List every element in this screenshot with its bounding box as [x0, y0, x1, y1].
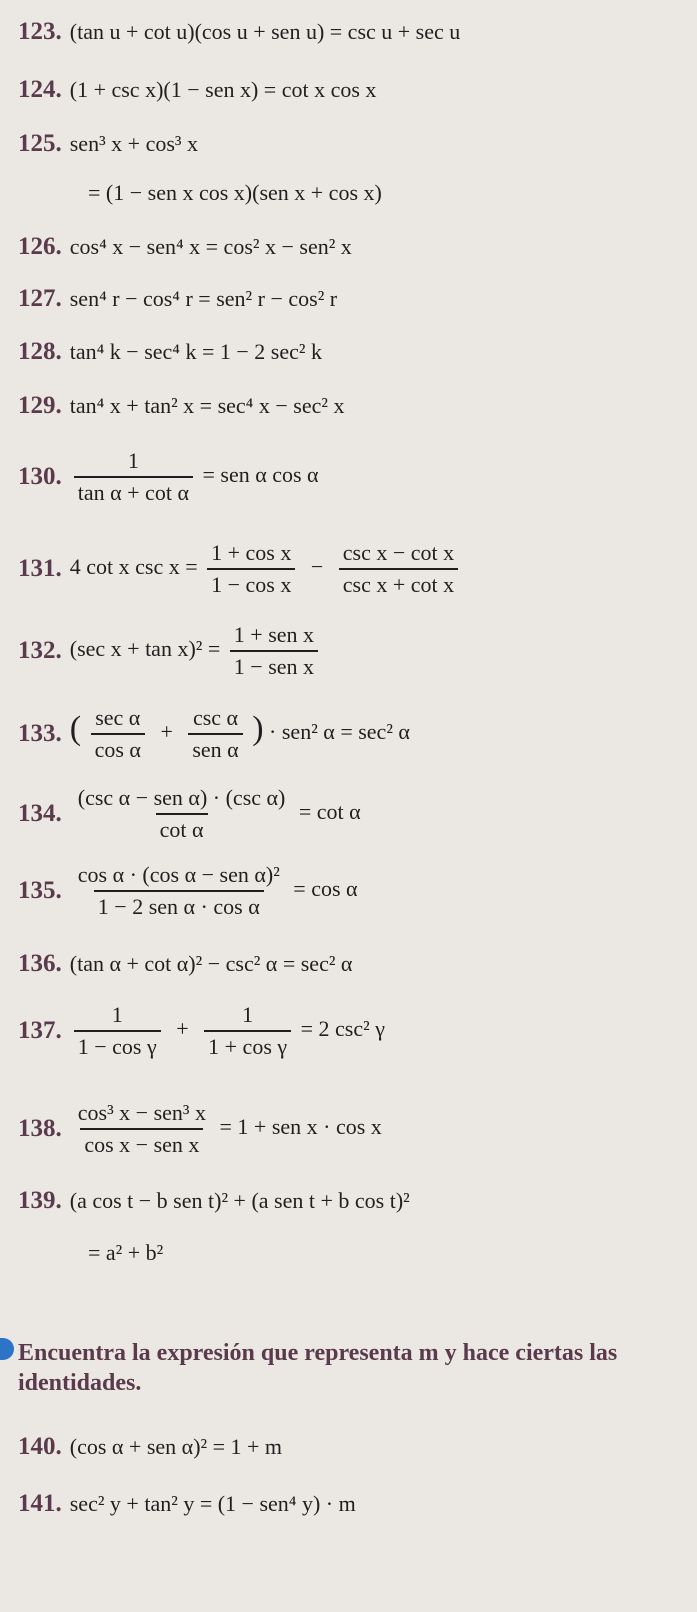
- identity-continuation: = (1 − sen x cos x)(sen x + cos x): [88, 180, 382, 205]
- identity-expression: (a cos t − b sen t)² + (a sen t + b cos t)²: [69, 1188, 410, 1213]
- identity-rhs: = cos α: [293, 876, 358, 902]
- fraction-numerator: 1: [242, 1002, 254, 1027]
- identity-expression: (cos α + sen α)² = 1 + m: [69, 1434, 283, 1459]
- exercise-number: 135.: [18, 877, 62, 904]
- fraction-numerator: 1: [111, 1002, 123, 1027]
- fraction-denominator: 1 − cos γ: [74, 1030, 161, 1060]
- fraction: [74, 1002, 161, 1060]
- identity-lhs: (sec x + tan x)² =: [69, 636, 221, 662]
- operator: +: [160, 719, 173, 745]
- identity-expression: cos⁴ x − sen⁴ x = cos² x − sen² x: [69, 234, 352, 259]
- fraction-denominator: 1 − cos x: [207, 568, 295, 598]
- exercise-127: [18, 285, 337, 313]
- exercise-number: 130.: [18, 463, 62, 490]
- identity-expression: [70, 1002, 385, 1060]
- exercise-137: [18, 1002, 385, 1060]
- identity-expression: [70, 1100, 382, 1158]
- fraction: [339, 540, 458, 598]
- exercise-number: 139.: [18, 1187, 62, 1214]
- fraction-denominator: cos α: [91, 733, 145, 763]
- fraction-numerator: cos α · (cos α − sen α)²: [77, 862, 280, 887]
- fraction-denominator: sen α: [188, 733, 242, 763]
- section-instruction: Encuentra la expresión que representa m y hace ciertas las identidades.: [18, 1340, 618, 1396]
- exercise-number: 141.: [18, 1490, 62, 1517]
- fraction: [74, 1100, 210, 1158]
- exercise-number: 131.: [18, 555, 62, 582]
- identity-expression: [70, 862, 358, 920]
- identity-expression: tan⁴ x + tan² x = sec⁴ x − sec² x: [69, 393, 345, 418]
- close-parenthesis: ): [252, 710, 264, 748]
- identity-rhs: = cot α: [298, 799, 361, 825]
- exercise-number: 129.: [18, 392, 62, 419]
- exercise-129: [18, 392, 344, 420]
- exercise-138: [18, 1100, 382, 1158]
- identity-expression: (1 + csc x)(1 − sen x) = cot x cos x: [69, 77, 377, 102]
- exercise-128: [18, 338, 322, 366]
- exercise-number: 138.: [18, 1115, 62, 1142]
- fraction-numerator: sec α: [95, 705, 141, 730]
- operator: +: [176, 1016, 189, 1042]
- fraction-denominator: csc x + cot x: [339, 568, 458, 598]
- fraction-denominator: cos x − sen x: [80, 1128, 203, 1158]
- exercise-number: 123.: [18, 18, 62, 45]
- fraction-denominator: 1 − sen x: [230, 650, 318, 680]
- exercise-number: 126.: [18, 233, 62, 260]
- exercise-number: 134.: [18, 800, 62, 827]
- fraction-numerator: cos³ x − sen³ x: [77, 1100, 207, 1125]
- exercise-125: [18, 130, 198, 158]
- exercise-134: [18, 785, 361, 843]
- fraction-numerator: csc α: [192, 705, 239, 730]
- identity-expression: [70, 785, 361, 843]
- fraction-denominator: tan α + cot α: [74, 476, 193, 506]
- fraction: [74, 785, 290, 843]
- operator: −: [310, 554, 324, 580]
- identity-lhs: 4 cot x csc x =: [69, 554, 198, 580]
- fraction: [207, 540, 295, 598]
- exercise-126: [18, 233, 352, 261]
- identity-rhs: = sen α cos α: [202, 462, 319, 488]
- identity-expression: sen³ x + cos³ x: [69, 131, 199, 156]
- identity-rhs: · sen² α = sec² α: [269, 719, 410, 745]
- exercise-139: [18, 1187, 410, 1215]
- exercise-number: 124.: [18, 76, 62, 103]
- identity-expression: [70, 448, 319, 506]
- exercise-140: [18, 1433, 282, 1461]
- fraction-numerator: csc x − cot x: [342, 540, 455, 565]
- fraction: [74, 862, 284, 920]
- exercise-number: 133.: [18, 720, 62, 747]
- exercise-number: 128.: [18, 338, 62, 365]
- fraction: [230, 622, 318, 680]
- identity-expression: [70, 540, 462, 598]
- exercise-number: 132.: [18, 637, 62, 664]
- identity-expression: (tan u + cot u)(cos u + sen u) = csc u + sec u: [69, 19, 461, 44]
- exercise-number: 140.: [18, 1433, 62, 1460]
- identity-rhs: = 1 + sen x · cos x: [219, 1114, 382, 1140]
- fraction: [204, 1002, 291, 1060]
- exercise-136: [18, 950, 352, 978]
- exercise-131: [18, 540, 462, 598]
- identity-expression: [70, 705, 410, 763]
- exercise-number: 136.: [18, 950, 62, 977]
- section-bullet-icon: [0, 1338, 14, 1360]
- exercise-132: [18, 622, 322, 680]
- exercise-number: 127.: [18, 285, 62, 312]
- exercise-135: [18, 862, 358, 920]
- fraction: [91, 705, 145, 763]
- identity-rhs: = 2 csc² γ: [300, 1016, 385, 1042]
- fraction: [188, 705, 242, 763]
- exercise-123: [18, 18, 460, 46]
- identity-expression: sen⁴ r − cos⁴ r = sen² r − cos² r: [69, 286, 338, 311]
- identity-continuation: = a² + b²: [88, 1240, 164, 1265]
- fraction-denominator: cot α: [156, 813, 208, 843]
- identity-expression: tan⁴ k − sec⁴ k = 1 − 2 sec² k: [69, 339, 322, 364]
- exercise-141: [18, 1490, 356, 1518]
- exercise-130: [18, 448, 319, 506]
- fraction-numerator: 1: [127, 448, 139, 473]
- fraction-denominator: 1 + cos γ: [204, 1030, 291, 1060]
- identity-expression: sec² y + tan² y = (1 − sen⁴ y) · m: [69, 1491, 356, 1516]
- exercise-133: [18, 705, 410, 763]
- identity-expression: (tan α + cot α)² − csc² α = sec² α: [69, 951, 353, 976]
- identity-expression: [70, 622, 322, 680]
- exercise-number: 137.: [18, 1017, 62, 1044]
- fraction-numerator: 1 + cos x: [211, 540, 292, 565]
- exercise-124: [18, 76, 376, 104]
- fraction-numerator: 1 + sen x: [233, 622, 315, 647]
- open-parenthesis: (: [69, 710, 82, 748]
- fraction-denominator: 1 − 2 sen α · cos α: [94, 890, 264, 920]
- exercise-number: 125.: [18, 130, 62, 157]
- fraction: [74, 448, 193, 506]
- fraction-numerator: (csc α − sen α) · (csc α): [77, 785, 286, 810]
